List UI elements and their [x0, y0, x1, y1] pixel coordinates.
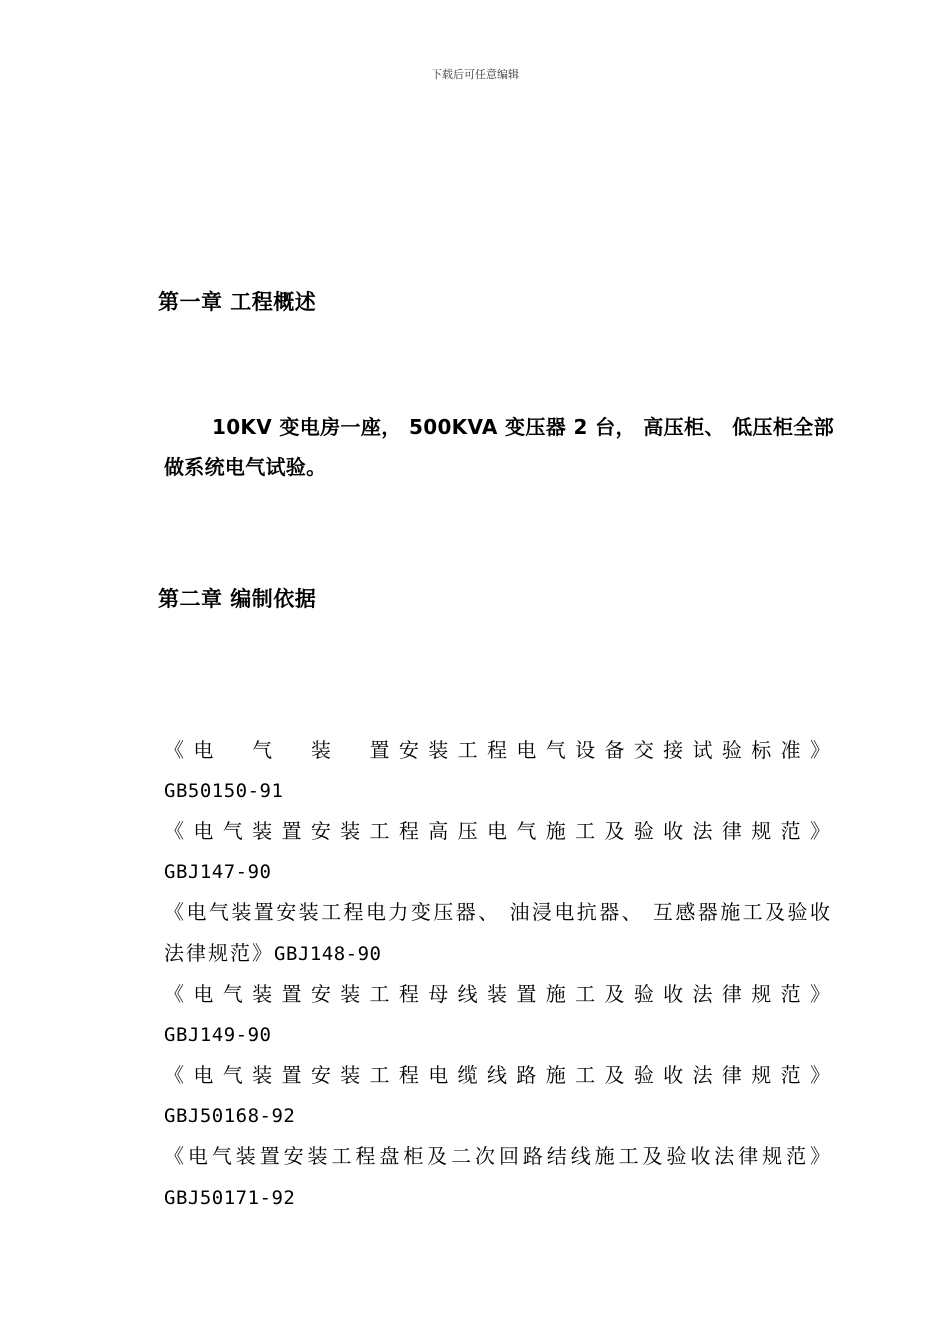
reference-item	[164, 730, 832, 811]
reference-code: GBJ50168-92	[164, 1104, 296, 1127]
reference-item	[164, 974, 832, 1055]
reference-code: GBJ50171-92	[164, 1186, 296, 1209]
chapter-1-overview: 10KV 变电房一座， 500KVA 变压器 2 台， 高压柜、 低压柜全部做系统电气试验。	[164, 415, 834, 479]
reference-item	[164, 1055, 832, 1136]
page-header-note: 下载后可任意编辑	[431, 68, 519, 81]
reference-title: 《电气装置安装工程母线装置施工及验收法律规范》	[164, 982, 832, 1006]
reference-list	[164, 730, 832, 1218]
reference-title: 《电气装置安装工程电力变压器、 油浸电抗器、 互感器施工及验收法律规范》	[164, 900, 832, 965]
reference-item	[164, 1136, 832, 1218]
reference-title: 《电气装置安装工程盘柜及二次回路结线施工及验收法律规范》	[164, 1144, 832, 1168]
reference-item	[164, 811, 832, 892]
chapter-1-title: 第一章 工程概述	[158, 290, 317, 314]
reference-item	[164, 892, 832, 974]
reference-code: GBJ149-90	[164, 1023, 272, 1046]
reference-code: GBJ148-90	[274, 942, 382, 965]
reference-title: 《电气装置安装工程电缆线路施工及验收法律规范》	[164, 1063, 832, 1087]
chapter-2-title: 第二章 编制依据	[158, 587, 317, 611]
reference-title: 《电气装置安装工程高压电气施工及验收法律规范》	[164, 819, 832, 843]
reference-code: GB50150-91	[164, 779, 284, 802]
reference-code: GBJ147-90	[164, 860, 272, 883]
reference-title: 《电 气 装 置安装工程电气设备交接试验标准》	[164, 738, 832, 762]
